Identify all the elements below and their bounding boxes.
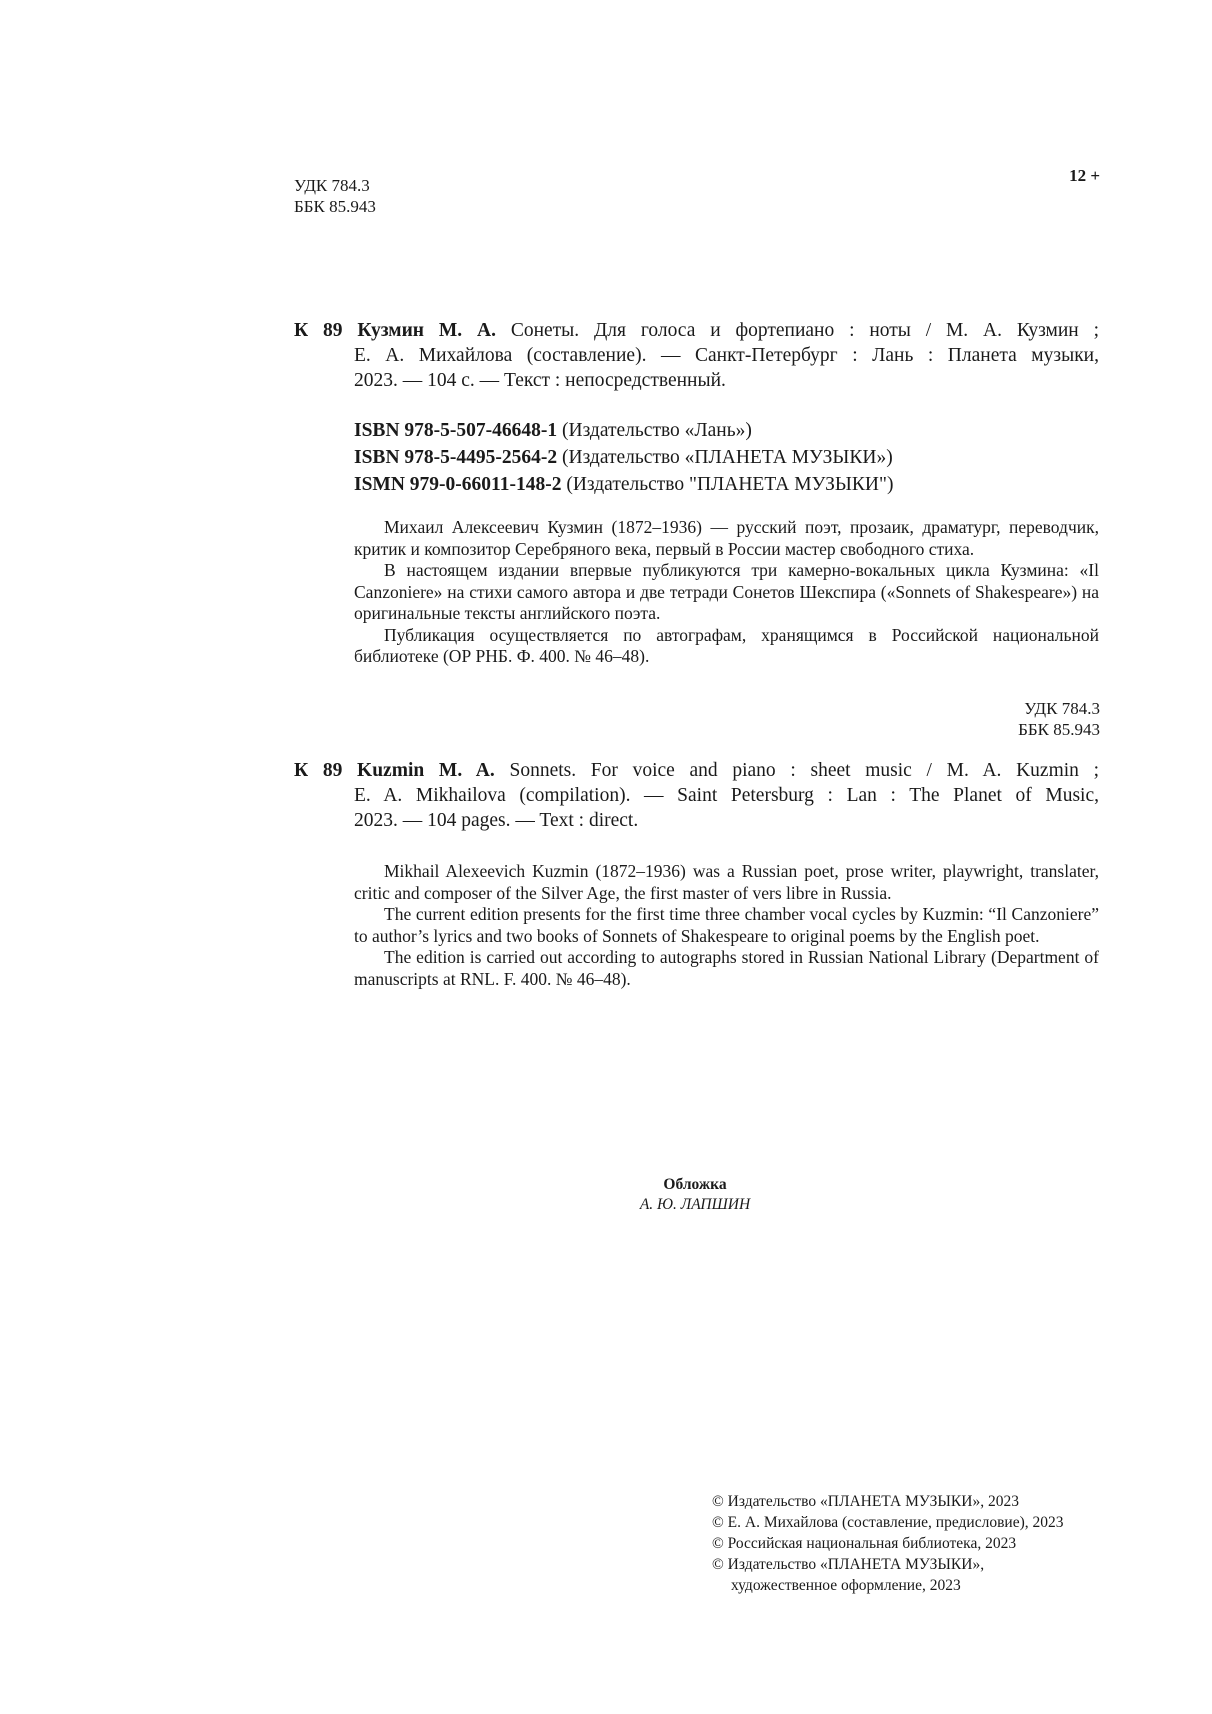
en-entry-line-1 [294, 758, 1099, 783]
copyright-block [712, 1491, 1063, 1596]
cover-credit-name: А. Ю. ЛАПШИН [639, 1196, 751, 1213]
annotation-paragraph: The current edition presents for the first time three chamber vocal cycles by Kuzmin: “Il Canzoniere” to author’s lyrics and two books of Sonnets of Shakespeare to original poems by the English poet. [354, 904, 1099, 946]
udk-code: УДК 784.3 [1024, 699, 1100, 718]
copyright-line: © Е. А. Михайлова (составление, предисловие), 2023 [712, 1514, 1064, 1531]
identifier-code: ISBN 978-5-4495-2564-2 [354, 447, 558, 468]
cover-credit [0, 1175, 1212, 1215]
author-mark: К 89 [294, 320, 343, 341]
en-bibliographic-entry [294, 758, 1099, 833]
identifier-code: ISMN 979-0-66011-148-2 [354, 474, 562, 495]
classification-codes [294, 175, 376, 217]
title-statement: Sonnets. For voice and piano : sheet music / M. A. Kuzmin ; [509, 760, 1100, 781]
identifier-row [354, 417, 893, 444]
cover-credit-title: Обложка [663, 1176, 727, 1193]
copyright-line: художественное оформление, 2023 [731, 1577, 961, 1594]
annotation-paragraph: В настоящем издании впервые публикуются три камерно-вокальных цикла Кузмина: «Il Canzoniere» на стихи самого автора и две тетради Сонетов Шекспира («Sonnets of Shakespeare») на оригинальные тексты английского поэта. [354, 560, 1099, 623]
identifier-row [354, 444, 893, 471]
identifier-publisher: (Издательство «Лань») [562, 420, 752, 441]
ru-bibliographic-entry [294, 318, 1099, 393]
copyright-line: © Издательство «ПЛАНЕТА МУЗЫКИ», 2023 [712, 1493, 1019, 1510]
identifier-publisher: (Издательство «ПЛАНЕТА МУЗЫКИ») [562, 447, 893, 468]
annotation-paragraph: Михаил Алексеевич Кузмин (1872–1936) — русский поэт, прозаик, драматург, переводчик, критик и композитор Серебряного века, первый в России мастер свободного стиха. [354, 517, 1099, 559]
en-entry-line-3: 2023. — 104 pages. — Text : direct. [354, 810, 639, 831]
ru-annotation [354, 517, 1099, 668]
en-annotation [354, 861, 1099, 990]
author-mark: К 89 [294, 760, 343, 781]
identifier-publisher: (Издательство "ПЛАНЕТА МУЗЫКИ") [566, 474, 894, 495]
bbk-code: ББК 85.943 [1018, 720, 1100, 739]
identifier-row [354, 471, 893, 498]
udk-code: УДК 784.3 [294, 176, 370, 195]
annotation-paragraph: Публикация осуществляется по автографам, хранящимся в Российской национальной библиотеке (ОР РНБ. Ф. 400. № 46–48). [354, 624, 1099, 666]
copyright-line: © Издательство «ПЛАНЕТА МУЗЫКИ», [712, 1556, 985, 1573]
en-entry-line-2: E. A. Mikhailova (compilation). — Saint Petersburg : Lan : The Planet of Music, [354, 785, 1099, 806]
age-rating: 12 + [1069, 166, 1100, 185]
identifiers-block [354, 417, 893, 498]
author-name: Kuzmin M. A. [357, 760, 495, 781]
bbk-code: ББК 85.943 [294, 197, 376, 216]
ru-entry-line-2: Е. А. Михайлова (составление). — Санкт-Петербург : Лань : Планета музыки, [354, 345, 1099, 366]
ru-entry-line-3: 2023. — 104 с. — Текст : непосредственный. [354, 370, 726, 391]
author-name: Кузмин М. А. [357, 320, 496, 341]
ru-entry-line-1 [294, 318, 1099, 343]
annotation-paragraph: The edition is carried out according to autographs stored in Russian National Library (Department of manuscripts at RNL. F. 400. № 46–48). [354, 947, 1099, 989]
copyright-line: © Российская национальная библиотека, 2023 [712, 1535, 1017, 1552]
identifier-code: ISBN 978-5-507-46648-1 [354, 420, 558, 441]
classification-codes-right [1018, 698, 1100, 740]
title-statement: Сонеты. Для голоса и фортепиано : ноты / М. А. Кузмин ; [510, 320, 1100, 341]
annotation-paragraph: Mikhail Alexeevich Kuzmin (1872–1936) was a Russian poet, prose writer, playwright, translater, critic and composer of the Silver Age, the first master of vers libre in Russia. [354, 861, 1099, 903]
